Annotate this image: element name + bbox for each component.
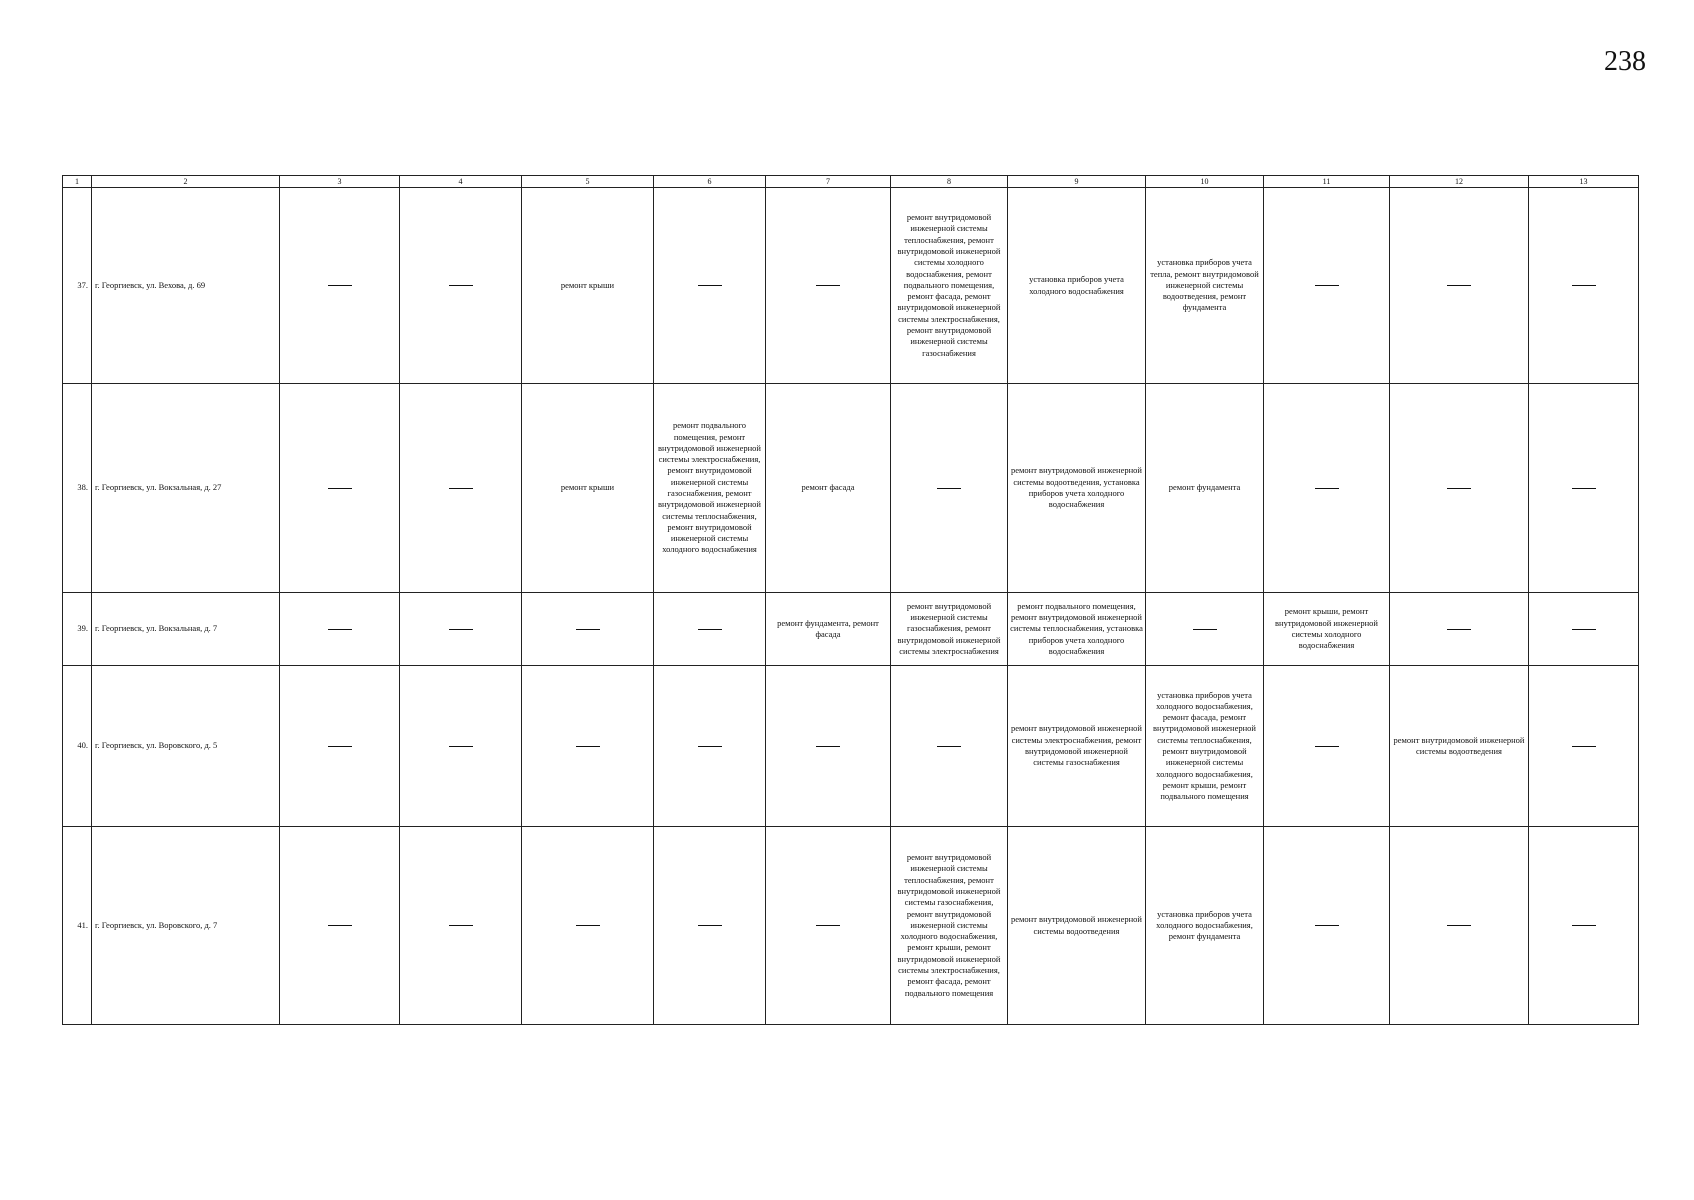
work-cell-11 — [1264, 188, 1390, 384]
column-header: 8 — [891, 176, 1008, 188]
work-cell-4 — [400, 593, 522, 666]
work-cell-6 — [654, 188, 766, 384]
work-cell-7: ремонт фундамента, ремонт фасада — [766, 593, 891, 666]
empty-dash — [328, 746, 352, 747]
work-cell-5: ремонт крыши — [522, 384, 654, 593]
empty-dash — [328, 488, 352, 489]
empty-dash — [328, 925, 352, 926]
work-cell-6 — [654, 593, 766, 666]
work-cell-9: ремонт внутридомовой инженерной системы электроснабжения, ремонт внутридомовой инженерной системы газоснабжения — [1008, 666, 1146, 827]
work-cell-7: ремонт фасада — [766, 384, 891, 593]
work-cell-11 — [1264, 666, 1390, 827]
row-number: 38. — [63, 384, 92, 593]
empty-dash — [1193, 629, 1217, 630]
work-cell-4 — [400, 188, 522, 384]
column-header: 12 — [1390, 176, 1529, 188]
column-header: 4 — [400, 176, 522, 188]
empty-dash — [1572, 746, 1596, 747]
empty-dash — [1315, 285, 1339, 286]
work-cell-8 — [891, 384, 1008, 593]
work-cell-5 — [522, 593, 654, 666]
work-cell-3 — [280, 827, 400, 1025]
empty-dash — [816, 925, 840, 926]
empty-dash — [1447, 925, 1471, 926]
column-header: 6 — [654, 176, 766, 188]
work-cell-9: ремонт внутридомовой инженерной системы водоотведения — [1008, 827, 1146, 1025]
empty-dash — [328, 285, 352, 286]
empty-dash — [937, 488, 961, 489]
work-cell-10 — [1146, 593, 1264, 666]
work-cell-5 — [522, 827, 654, 1025]
work-cell-6 — [654, 827, 766, 1025]
empty-dash — [328, 629, 352, 630]
empty-dash — [576, 746, 600, 747]
work-cell-4 — [400, 384, 522, 593]
work-cell-12 — [1390, 188, 1529, 384]
work-cell-10: ремонт фундамента — [1146, 384, 1264, 593]
column-header: 3 — [280, 176, 400, 188]
work-cell-3 — [280, 384, 400, 593]
work-cell-9: установка приборов учета холодного водоснабжения — [1008, 188, 1146, 384]
empty-dash — [1572, 285, 1596, 286]
table-row — [63, 666, 1639, 827]
row-number: 37. — [63, 188, 92, 384]
empty-dash — [1572, 488, 1596, 489]
work-cell-8: ремонт внутридомовой инженерной системы газоснабжения, ремонт внутридомовой инженерной системы электроснабжения — [891, 593, 1008, 666]
empty-dash — [698, 285, 722, 286]
work-cell-11 — [1264, 384, 1390, 593]
work-cell-3 — [280, 666, 400, 827]
table-row — [63, 827, 1639, 1025]
work-cell-10: установка приборов учета холодного водоснабжения, ремонт фасада, ремонт внутридомовой инженерной системы теплоснабжения, ремонт внутридомовой инженерной системы холодного водоснабжения, ремонт крыши, ремонт подвального помещения — [1146, 666, 1264, 827]
work-cell-11 — [1264, 827, 1390, 1025]
row-number: 40. — [63, 666, 92, 827]
address-cell: г. Георгиевск, ул. Воровского, д. 5 — [92, 666, 280, 827]
address-cell: г. Георгиевск, ул. Вокзальная, д. 27 — [92, 384, 280, 593]
work-cell-10: установка приборов учета холодного водоснабжения, ремонт фундамента — [1146, 827, 1264, 1025]
work-cell-5 — [522, 666, 654, 827]
work-cell-11: ремонт крыши, ремонт внутридомовой инженерной системы холодного водоснабжения — [1264, 593, 1390, 666]
empty-dash — [449, 488, 473, 489]
empty-dash — [449, 746, 473, 747]
empty-dash — [698, 746, 722, 747]
empty-dash — [1447, 488, 1471, 489]
empty-dash — [816, 285, 840, 286]
work-cell-7 — [766, 666, 891, 827]
work-cell-13 — [1529, 827, 1639, 1025]
empty-dash — [698, 629, 722, 630]
table-row — [63, 384, 1639, 593]
address-cell: г. Георгиевск, ул. Вехова, д. 69 — [92, 188, 280, 384]
work-cell-4 — [400, 827, 522, 1025]
row-number: 39. — [63, 593, 92, 666]
repair-schedule-table — [62, 175, 1639, 1025]
work-cell-13 — [1529, 666, 1639, 827]
empty-dash — [1572, 629, 1596, 630]
work-cell-12 — [1390, 593, 1529, 666]
table-row — [63, 188, 1639, 384]
empty-dash — [1315, 488, 1339, 489]
column-header: 9 — [1008, 176, 1146, 188]
work-cell-6: ремонт подвального помещения, ремонт внутридомовой инженерной системы электроснабжения, ремонт внутридомовой инженерной системы газоснабжения, ремонт внутридомовой инженерной системы теплоснабжения, ремонт внутридомовой инженерной системы холодного водоснабжения — [654, 384, 766, 593]
address-cell: г. Георгиевск, ул. Вокзальная, д. 7 — [92, 593, 280, 666]
empty-dash — [937, 746, 961, 747]
empty-dash — [1315, 746, 1339, 747]
address-cell: г. Георгиевск, ул. Воровского, д. 7 — [92, 827, 280, 1025]
work-cell-6 — [654, 666, 766, 827]
work-cell-3 — [280, 593, 400, 666]
work-cell-9: ремонт подвального помещения, ремонт внутридомовой инженерной системы теплоснабжения, установка приборов учета холодного водоснабжения — [1008, 593, 1146, 666]
empty-dash — [698, 925, 722, 926]
work-cell-9: ремонт внутридомовой инженерной системы водоотведения, установка приборов учета холодного водоснабжения — [1008, 384, 1146, 593]
work-cell-8 — [891, 666, 1008, 827]
work-cell-12 — [1390, 384, 1529, 593]
work-cell-13 — [1529, 188, 1639, 384]
work-cell-12: ремонт внутридомовой инженерной системы водоотведения — [1390, 666, 1529, 827]
column-header: 7 — [766, 176, 891, 188]
row-number: 41. — [63, 827, 92, 1025]
work-cell-12 — [1390, 827, 1529, 1025]
column-number-row — [63, 176, 1639, 188]
empty-dash — [1447, 285, 1471, 286]
column-header: 13 — [1529, 176, 1639, 188]
table-row — [63, 593, 1639, 666]
empty-dash — [449, 629, 473, 630]
column-header: 1 — [63, 176, 92, 188]
work-cell-5: ремонт крыши — [522, 188, 654, 384]
work-cell-8: ремонт внутридомовой инженерной системы теплоснабжения, ремонт внутридомовой инженерной системы газоснабжения, ремонт внутридомовой инженерной системы холодного водоснабжения, ремонт крыши, ремонт внутридомовой инженерной системы электроснабжения, ремонт фасада, ремонт подвального помещения — [891, 827, 1008, 1025]
column-header: 10 — [1146, 176, 1264, 188]
page-number: 238 — [1604, 46, 1646, 77]
empty-dash — [816, 746, 840, 747]
column-header: 2 — [92, 176, 280, 188]
empty-dash — [1447, 629, 1471, 630]
work-cell-13 — [1529, 593, 1639, 666]
empty-dash — [449, 925, 473, 926]
empty-dash — [449, 285, 473, 286]
empty-dash — [576, 629, 600, 630]
empty-dash — [576, 925, 600, 926]
column-header: 5 — [522, 176, 654, 188]
work-cell-8: ремонт внутридомовой инженерной системы теплоснабжения, ремонт внутридомовой инженерной системы холодного водоснабжения, ремонт подвального помещения, ремонт фасада, ремонт внутридомовой инженерной системы электроснабжения, ремонт внутридомовой инженерной системы газоснабжения — [891, 188, 1008, 384]
work-cell-13 — [1529, 384, 1639, 593]
work-cell-4 — [400, 666, 522, 827]
column-header: 11 — [1264, 176, 1390, 188]
work-cell-7 — [766, 827, 891, 1025]
work-cell-3 — [280, 188, 400, 384]
work-cell-10: установка приборов учета тепла, ремонт внутридомовой инженерной системы водоотведения, ремонт фундамента — [1146, 188, 1264, 384]
work-cell-7 — [766, 188, 891, 384]
empty-dash — [1315, 925, 1339, 926]
empty-dash — [1572, 925, 1596, 926]
